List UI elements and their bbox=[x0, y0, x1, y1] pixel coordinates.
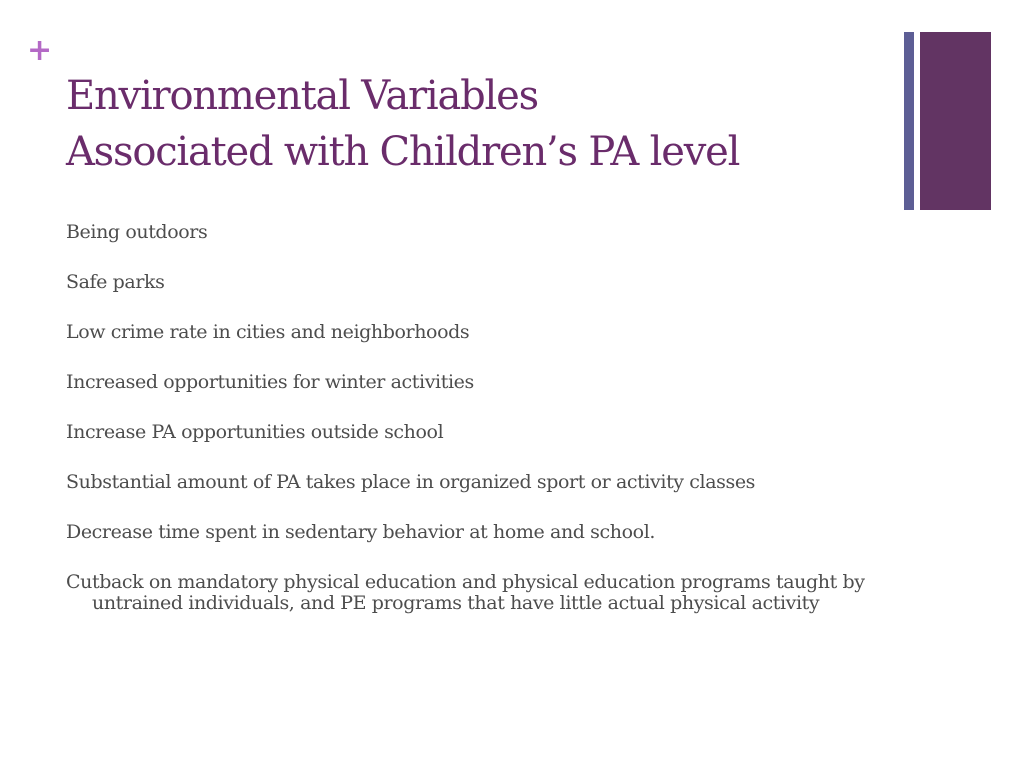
bullet-item: Low crime rate in cities and neighborhoods bbox=[66, 321, 470, 343]
bullet-item: Substantial amount of PA takes place in organized sport or activity classes bbox=[66, 471, 756, 493]
accent-bar-thin bbox=[904, 32, 914, 210]
bullet-item: Cutback on mandatory physical education and physical education programs taught by untrained individuals, and PE programs that have little actual physical activity bbox=[66, 571, 865, 614]
bullet-item: Increase PA opportunities outside school bbox=[66, 421, 444, 443]
bullet-item: Decrease time spent in sedentary behavior at home and school. bbox=[66, 521, 656, 543]
bullet-item: Safe parks bbox=[66, 271, 165, 293]
title-line-1: Environmental Variables bbox=[66, 73, 538, 119]
bullet-item: Increased opportunities for winter activities bbox=[66, 371, 474, 393]
bullet-item: Being outdoors bbox=[66, 221, 208, 243]
accent-bar-thick bbox=[920, 32, 991, 210]
bullet-list bbox=[66, 222, 866, 643]
plus-icon: + bbox=[27, 33, 53, 68]
title-line-2: Associated with Children’s PA level bbox=[66, 129, 740, 175]
slide-title bbox=[66, 68, 896, 180]
